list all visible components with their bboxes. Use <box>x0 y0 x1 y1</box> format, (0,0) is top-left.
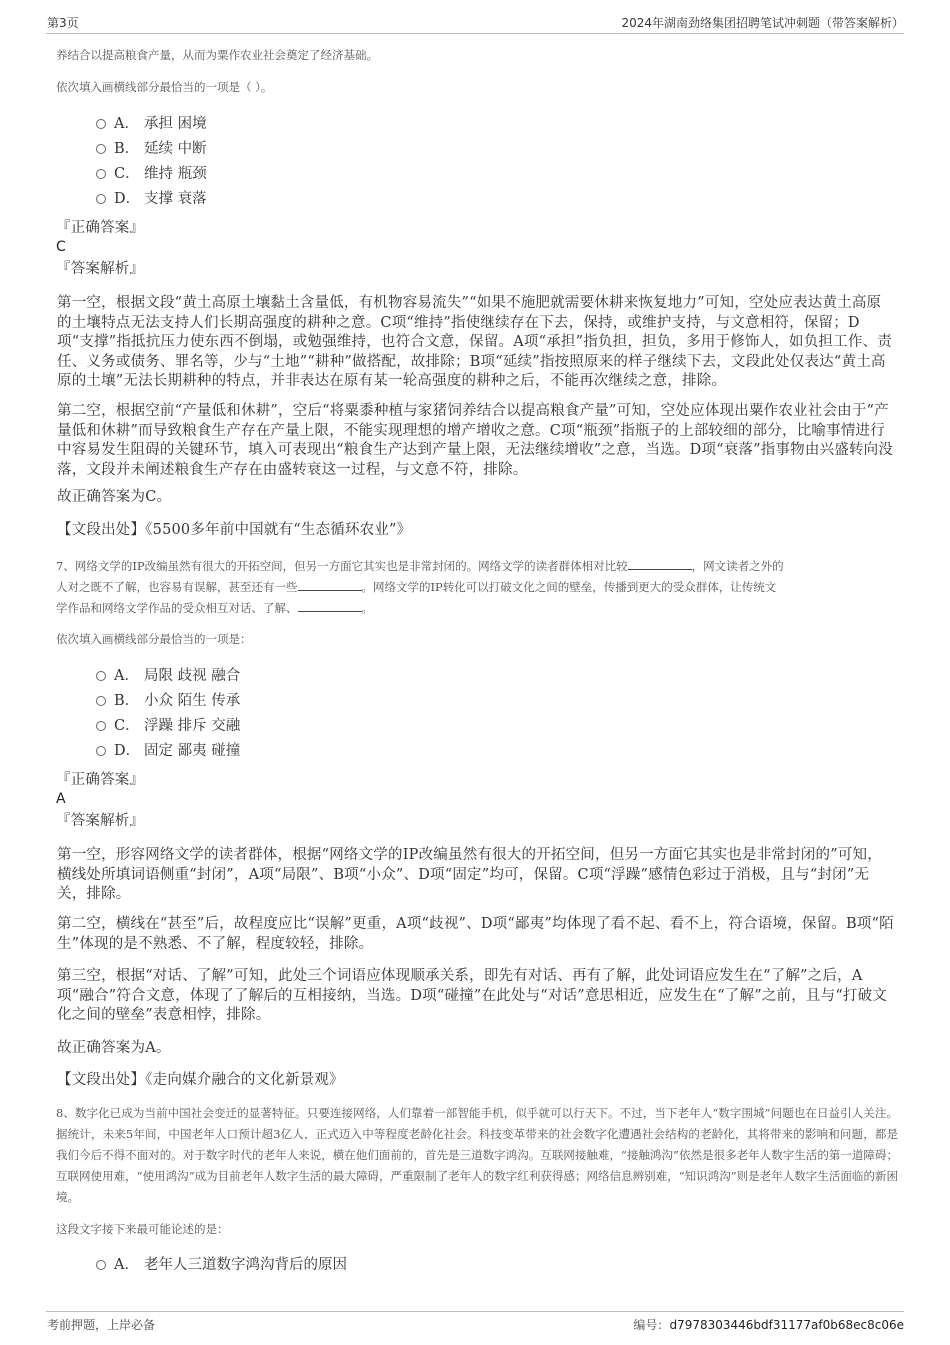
blank-3 <box>298 599 362 612</box>
option-letter: A． <box>114 116 139 132</box>
q7-option-c[interactable] <box>96 716 240 736</box>
option-letter: A． <box>114 1257 139 1273</box>
code-label: 编号： <box>633 1318 670 1332</box>
radio-icon[interactable] <box>96 671 106 681</box>
page-number: 第3页 <box>47 16 79 30</box>
option-text: 延续 中断 <box>144 141 207 157</box>
q6-analysis-para-1: 第一空，根据文段“黄土高原土壤黏土含量低，有机物容易流失”“如果不施肥就需要休耕来恢复地力”可知，空处应表达黄土高原的土壤特点无法支持人们长期高强度的耕种之意。C项“维持”指使继续存在下去，保持，或维护支持，与文意相符，保留；D项“支撑”指抵抗压力使东西不倒塌，或勉强维持，也符合文意，保留。A项“承担”指负担，担负，多用于修饰人，如负担工作、责任、义务或债务、罪名等，少与“土地”“耕种”做搭配，故排除；B项“延续”指按照原来的样子继续下去，文段此处仅表达“黄土高原的土壤”无法长期耕种的特点，并非表达在原有某一轮高强度的耕种之后，不能再次继续之意，排除。 <box>57 295 892 389</box>
radio-icon[interactable] <box>96 169 106 179</box>
q7-text: 学作品和网络文学作品的受众相互对话、了解、 <box>56 601 298 615</box>
q6-option-a[interactable] <box>96 114 207 134</box>
blank-1 <box>628 557 692 570</box>
q6-option-d[interactable] <box>96 189 207 209</box>
q6-conclusion: 故正确答案为C。 <box>57 489 172 505</box>
q8-option-a[interactable] <box>96 1255 347 1275</box>
radio-icon[interactable] <box>96 746 106 756</box>
option-text: 承担 困境 <box>144 116 207 132</box>
footer-code <box>633 1316 904 1333</box>
q6-prompt: 依次填入画横线部分最恰当的一项是（ ）。 <box>56 80 273 94</box>
option-text: 固定 鄙夷 碰撞 <box>144 743 241 759</box>
q7-analysis-para-1: 第一空，形容网络文学的读者群体，根据“网络文学的IP改编虽然有很大的开拓空间，但另一方面它其实也是非常封闭的”可知，横线处所填词语侧重“封闭”，A项“局限”、B项“小众”、D项“固定”均可，保留。C项“浮躁”感情色彩过于消极，且与“封闭”无关，排除。 <box>57 847 882 902</box>
option-letter: C． <box>114 166 140 182</box>
option-letter: C． <box>114 718 140 734</box>
q7-analysis-para-3: 第三空，根据“对话、了解”可知，此处三个词语应体现顺承关系，即先有对话、再有了解，此处词语应发生在“了解”之后，A项“融合”符合文意，体现了了解后的互相接纳，当选。D项“碰撞”在此处与“对话”意思相近，应发生在“了解”之前，且与“打破文化之间的壁垒”表意相悖，排除。 <box>57 968 888 1023</box>
q6-analysis-para-2: 第二空，根据空前“产量低和休耕”，空后“将粟黍种植与家猪饲养结合以提高粮食产量”可知，空处应体现出粟作农业社会由于“产量低和休耕”而导致粮食生产存在产量上限，不能实现理想的增产增收之意。C项“瓶颈”指瓶子的上部较细的部分，比喻事情进行中容易发生阻碍的关键环节，填入可表现出“粮食生产达到产量上限，无法继续增收”之意，当选。D项“衰落”指事物由兴盛转向没落，文段并未阐述粮食生产存在由盛转衰这一过程，与文意不符，排除。 <box>57 403 894 478</box>
footer-rule <box>46 1311 904 1312</box>
option-text: 老年人三道数字鸿沟背后的原因 <box>144 1257 347 1273</box>
option-text: 小众 陌生 传承 <box>144 693 241 709</box>
q7-line-3 <box>56 598 906 619</box>
q7-line-2 <box>56 577 906 598</box>
blank-2 <box>298 578 362 591</box>
q6-text-tail: 养结合以提高粮食产量，从而为粟作农业社会奠定了经济基础。 <box>56 48 378 62</box>
q6-option-c[interactable] <box>96 164 207 184</box>
option-letter: D． <box>114 743 141 759</box>
footer-slogan: 考前押题，上岸必备 <box>47 1318 156 1332</box>
radio-icon[interactable] <box>96 144 106 154</box>
q7-conclusion: 故正确答案为A。 <box>57 1040 171 1056</box>
option-text: 维持 瓶颈 <box>144 166 207 182</box>
q7-prompt: 依次填入画横线部分最恰当的一项是： <box>56 632 252 646</box>
q7-line-1 <box>56 556 906 577</box>
q7-text: 人对之既不了解，也容易有误解，甚至还有一些 <box>56 580 298 594</box>
q7-analysis-label: 『答案解析』 <box>56 813 145 829</box>
q7-text: 。网络文学的IP转化可以打破文化之间的壁垒，传播到更大的受众群体，让传统文 <box>361 580 777 594</box>
document-title: 2024年湖南劲络集团招聘笔试冲刺题（带答案解析） <box>621 16 904 30</box>
q7-text: ，网文读者之外的 <box>691 559 784 573</box>
q8-prompt: 这段文字接下来最可能论述的是： <box>56 1222 229 1236</box>
q6-answer-value: C <box>56 239 66 255</box>
q7-answer-label: 『正确答案』 <box>56 772 145 788</box>
header-rule <box>46 33 904 34</box>
option-letter: D． <box>114 191 141 207</box>
radio-icon[interactable] <box>96 721 106 731</box>
option-text: 浮躁 排斥 交融 <box>144 718 241 734</box>
option-text: 支撑 衰落 <box>144 191 207 207</box>
radio-icon[interactable] <box>96 1260 106 1270</box>
q7-text: 7、网络文学的IP改编虽然有很大的开拓空间，但另一方面它其实也是非常封闭的。网络文学的读者群体相对比较 <box>56 559 628 573</box>
q8-text: 8、数字化已成为当前中国社会变迁的显著特征。只要连接网络，人们靠着一部智能手机，似乎就可以行天下。不过，当下老年人“数字围城”问题也在日益引人关注。据统计，未来5年间，中国老年人口预计超3亿人，正式迈入中等程度老龄化社会。科技变革带来的社会数字化遭遇社会结构的老龄化，其将带来的影响和问题，都是我们今后不得不面对的。对于数字时代的老年人来说，横在他们面前的，首先是三道数字鸿沟。互联网接触难，“接触鸿沟”依然是很多老年人数字生活的第一道障碍；互联网使用难，“使用鸿沟”成为目前老年人数字生活的最大障碍，严重限制了老年人的数字红利获得感；网络信息辨别难，“知识鸿沟”则是老年人数字生活面临的新困境。 <box>56 1106 898 1204</box>
radio-icon[interactable] <box>96 696 106 706</box>
q6-analysis-label: 『答案解析』 <box>56 261 145 277</box>
option-text: 局限 歧视 融合 <box>144 668 241 684</box>
q6-answer-label: 『正确答案』 <box>56 220 145 236</box>
q6-source: 【文段出处】《5500多年前中国就有“生态循环农业”》 <box>57 522 412 538</box>
q7-text: 。 <box>361 601 373 615</box>
q7-analysis-para-2: 第二空，横线在“甚至”后，故程度应比“误解”更重，A项“歧视”、D项“鄙夷”均体现了看不起、看不上，符合语境，保留。B项“陌生”体现的是不熟悉、不了解，程度较轻，排除。 <box>57 916 894 952</box>
q7-answer-value: A <box>56 791 66 807</box>
q7-option-a[interactable] <box>96 666 240 686</box>
q7-option-d[interactable] <box>96 741 240 761</box>
q7-source: 【文段出处】《走向媒介融合的文化新景观》 <box>57 1072 344 1088</box>
radio-icon[interactable] <box>96 119 106 129</box>
radio-icon[interactable] <box>96 194 106 204</box>
option-letter: A． <box>114 668 139 684</box>
q7-option-b[interactable] <box>96 691 240 711</box>
option-letter: B． <box>114 141 140 157</box>
option-letter: B． <box>114 693 140 709</box>
code-value: d7978303446bdf31177af0b68ec8c06e <box>669 1318 904 1332</box>
q6-option-b[interactable] <box>96 139 207 159</box>
